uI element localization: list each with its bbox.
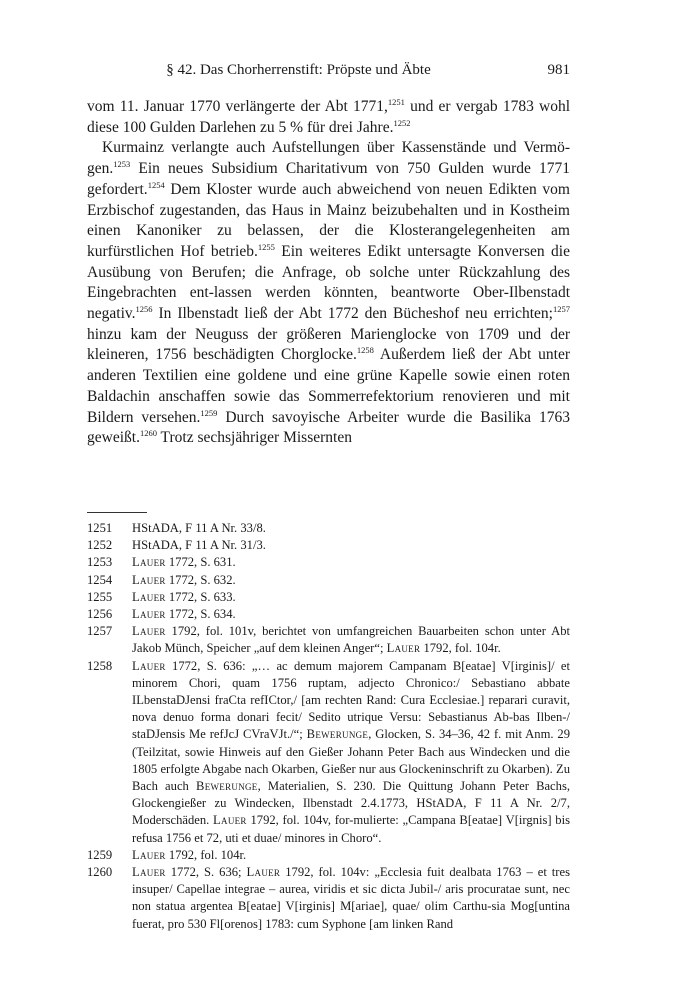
footnote: [87, 520, 570, 537]
footnote-ref[interactable]: 1257: [553, 304, 570, 315]
footnote-number: 1258: [87, 658, 113, 673]
footnote-number: 1256: [87, 607, 113, 622]
page-number: 981: [547, 62, 570, 78]
text-run: Ein neues Subsidium Charitativum von 750 Gulden wurde 1771 gefordert.: [87, 160, 570, 198]
footnote-ref[interactable]: 1260: [139, 428, 157, 439]
running-title: § 42. Das Chorherrenstift: Pröpste und Äbte: [166, 62, 431, 78]
footnote-number: 1253: [87, 555, 113, 570]
footnote-ref[interactable]: 1259: [200, 407, 218, 418]
footnote: [87, 864, 570, 933]
footnote-number: 1260: [87, 865, 113, 880]
footnote: [87, 537, 570, 554]
footnote-number: 1251: [87, 521, 113, 535]
author-name: Lauer: [132, 607, 166, 622]
footnote-text: Lauer 1792, fol. 104r.: [132, 847, 247, 862]
text-run: hinzu kam der Neuguss der größeren Marienglocke von 1709 und der kleineren, 1756 beschädigten Chorglocke.: [87, 325, 570, 364]
text-run: vom 11. Januar 1770 verlängerte der Abt 1771,: [87, 98, 388, 115]
footnote: [87, 623, 570, 657]
footnote-number: 1257: [87, 624, 113, 639]
footnote-text: Lauer 1772, S. 633.: [132, 589, 236, 604]
footnote-text: Lauer 1792, fol. 101v, berichtet von umfangreichen Bauarbeiten schon unter Abt Jakob Münch, Speicher „auf dem kleinen Anger“; Lauer 1792, fol. 104r.: [132, 624, 570, 656]
footnote-text: Lauer 1772, S. 634.: [132, 607, 236, 622]
text-run: und er vergab 1783 wohl diese 100 Gulden Darlehen zu 5 % für drei Jahre.: [87, 98, 571, 136]
footnote-divider: [87, 512, 147, 513]
author-name: Lauer: [132, 865, 166, 880]
footnotes: [87, 520, 570, 933]
footnote-text: Lauer 1772, S. 636: „… ac demum majorem Campanam B[eatae] V[irginis]/ et minorem Chori, quam 1756 ruptam, adjecto Chronico:/ Sebastiano abbate ILbenstaDJensi fraCta refICtor,/ [am rechten Rand: Cura Ecclesiae.] reparari curavit, nova denuo forma donari fecit/ Sedito utrique Versu: Sebastianus Ab-bas Ilben-/ staDJensis Me refJcJ CVraVJt./“; Bewerunge, Glocken, S. 34–36, 42 f. mit Anm. 29 (Teilzitat, sowie Hinweis auf den Gießer Johann Peter Bach aus Windecken und die 1805 erfolgte Abgabe nach Okarben, Gießer nur aus Glockeninschrift zu Okarben). Zu Bach auch Bewerunge, Materialien, S. 230. Die Quittung Johann Peter Bachs, Glockengießer zu Windecken, Ilbenstadt 2.4.1773, HStADA, F 11 A Nr. 2/7, Moderschäden. Lauer 1792, fol. 104v, for-mulierte: „Campana B[eatae] V[irgnis] bis refusa 1756 et 72, uti et duae/ minores in Choro“.: [132, 658, 570, 845]
footnote-ref[interactable]: 1255: [257, 241, 275, 252]
footnote: [87, 589, 570, 606]
footnote: [87, 554, 570, 571]
footnote: [87, 606, 570, 623]
author-name: Lauer: [386, 641, 421, 656]
author-name: Bewerunge: [306, 727, 369, 742]
author-name: Lauer: [132, 658, 166, 673]
text-run: Dem Kloster wurde auch abweichend von neuen Edikten vom Erzbischof zugestanden, das Haus in Mainz beizubehalten und in Kostheim einen Kanoniker zu belassen, der die Klosterangelegenheiten am kurfürstlichen Hof betrieb.: [87, 180, 570, 260]
footnote: [87, 847, 570, 864]
footnote: [87, 572, 570, 589]
footnote-number: 1254: [87, 572, 113, 587]
footnote-number: 1252: [87, 538, 113, 553]
author-name: Bewerunge: [196, 779, 258, 794]
footnote-ref[interactable]: 1258: [356, 345, 374, 356]
footnote-text: HStADA, F 11 A Nr. 31/3.: [132, 538, 266, 553]
author-name: Lauer: [132, 589, 166, 604]
author-name: Lauer: [132, 572, 166, 587]
paragraph: [87, 138, 570, 449]
text-run: Außerdem ließ der Abt unter anderen Textilien eine goldene und eine grüne Kapelle sowie einen roten Baldachin anschaffen sowie das Sommerrefektorium renovieren und mit Bildern versehen.: [87, 346, 570, 426]
running-header: [87, 60, 570, 80]
footnote: [87, 658, 570, 847]
footnote-number: 1259: [87, 847, 113, 862]
author-name: Lauer: [246, 865, 281, 880]
text-run: Kurmainz verlangte auch Aufstellungen über Kassenstände und Vermö-gen.: [87, 139, 570, 178]
footnote-ref[interactable]: 1252: [393, 117, 411, 128]
footnote-ref[interactable]: 1254: [147, 179, 165, 190]
footnote-text: Lauer 1772, S. 636; Lauer 1792, fol. 104v: „Ecclesia fuit dealbata 1763 – et tres insuper/ Capellae integrae – aurea, viridis et sic dicta Jubil-/ aris procuratae sunt, nec non statua argentea B[eatae] V[irginis] M[ariae], quae/ olim Carthu-sia Mog[untina fuerat, pro 530 Fl[orenos] 1783: cum Syphone [am linken Rand: [132, 865, 570, 931]
footnote-ref[interactable]: 1251: [387, 97, 405, 107]
text-run: In Ilbenstadt ließ der Abt 1772 den Bücheshof neu errichten;: [152, 305, 553, 323]
text-run: Trotz sechsjähriger Missernten: [156, 429, 352, 447]
footnote-text: Lauer 1772, S. 632.: [132, 572, 236, 587]
footnote-text: Lauer 1772, S. 631.: [132, 555, 236, 570]
text-run: Durch savoyische Arbeiter wurde die Basilika 1763 geweißt.: [87, 408, 571, 447]
main-text: [87, 97, 570, 449]
paragraph: [87, 97, 570, 138]
footnote-ref[interactable]: 1253: [113, 159, 131, 170]
footnote-text: HStADA, F 11 A Nr. 33/8.: [132, 521, 266, 535]
author-name: Lauer: [213, 813, 247, 828]
author-name: Lauer: [132, 624, 166, 639]
text-run: Ein weiteres Edikt untersagte Konversen die Ausübung von Berufen; die Anfrage, ob solche unter Rückzahlung des Eingebrachten ent-lassen werden könnten, beantworte Ober-Ilbenstadt negativ.: [87, 242, 570, 323]
author-name: Lauer: [132, 847, 166, 862]
footnote-ref[interactable]: 1256: [135, 304, 153, 315]
footnote-number: 1255: [87, 589, 113, 604]
author-name: Lauer: [132, 555, 166, 570]
book-page: [87, 0, 570, 988]
